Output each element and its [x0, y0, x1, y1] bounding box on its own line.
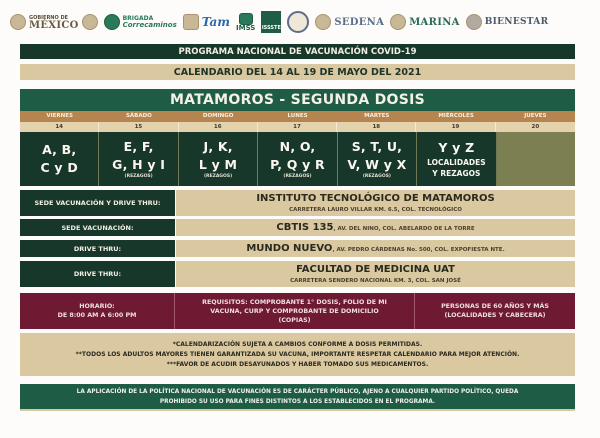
logo-bienestar: BIENESTAR: [466, 14, 549, 30]
site-type-label: SEDE VACUNACIÓN:: [20, 219, 175, 236]
logo-marina: MARINA: [390, 14, 460, 30]
site-row-medicina-uat: [20, 261, 575, 287]
site-details: [176, 219, 575, 236]
site-type-label: SEDE VACUNACIÓN Y DRIVE THRU:: [20, 190, 175, 216]
requirements: REQUISITOS: COMPROBANTE 1° DOSIS, FOLIO DE MI VACUNA, CURP Y COMPROBANTE DE DOMICILIO (COPIAS): [175, 293, 415, 329]
schedule-cell-monday: N, O, P, Q y R (REZAGOS): [258, 132, 336, 186]
schedule-hours: HORARIO: DE 8:00 AM A 6:00 PM: [20, 293, 175, 329]
site-details: [176, 261, 575, 287]
date-label: 19: [416, 122, 495, 132]
site-row-cbtis: [20, 219, 575, 236]
note-line: **TODOS LOS ADULTOS MAYORES TIENEN GARANTIZADA SU VACUNA, IMPORTANTE RESPETAR CALENDARIO PARA MEJOR ATENCIÓN.: [75, 350, 520, 358]
logo-sedena: SEDENA: [315, 14, 384, 30]
sedena-seal-icon: [315, 14, 331, 30]
state-seal-icon: [82, 14, 98, 30]
date-label: 20: [531, 124, 540, 130]
date-label: 18: [337, 122, 416, 132]
logo-gobierno-mexico: GOBIERNO DE MÉXICO: [10, 14, 98, 30]
seal-icon: [10, 14, 26, 30]
imss-eagle-icon: [239, 13, 253, 25]
date-label: 16: [179, 122, 258, 132]
eagle-emblem-icon: [287, 11, 309, 33]
schedule-cell-sunday: J, K, L y M (REZAGOS): [179, 132, 257, 186]
letters-schedule-row: [20, 132, 575, 186]
date-label: 17: [258, 122, 337, 132]
schedule-cell-wednesday: Y y Z LOCALIDADES Y REZAGOS: [417, 132, 495, 186]
city-dose-title: MATAMOROS - SEGUNDA DOSIS: [20, 89, 575, 111]
schedule-cell-thursday-empty: [497, 132, 575, 186]
weekday-label: VIERNES: [46, 113, 73, 119]
site-row-tecnologico: [20, 190, 575, 216]
info-row: [20, 293, 575, 329]
logo-tamaulipas: Tam: [183, 14, 230, 30]
site-address: CARRETERA LAURO VILLAR KM. 6.5, COL. TECNOLÓGICO: [289, 207, 462, 213]
site-details: [176, 190, 575, 216]
logo-imss: IMSS: [236, 13, 255, 32]
weekday-label: JUEVES: [524, 113, 547, 119]
logo-eagle-emblem: [287, 11, 309, 33]
legal-disclaimer: LA APLICACIÓN DE LA POLÍTICA NACIONAL DE VACUNACIÓN ES DE CARÁCTER PÚBLICO, AJENO A CUALQUIER PARTIDO POLÍTICO, QUEDA PROHIBIDO SU USO PARA FINES DISTINTOS A LOS ESTABLECIDOS EN EL PROGRAMA.: [20, 384, 575, 411]
site-name: FACULTAD DE MEDICINA UAT: [296, 264, 455, 275]
site-details: [176, 240, 575, 257]
calendar-dates-title: CALENDARIO DEL 14 AL 19 DE MAYO DEL 2021: [20, 64, 575, 80]
program-title: PROGRAMA NACIONAL DE VACUNACIÓN COVID-19: [20, 44, 575, 59]
schedule-cell-saturday: E, F, G, H y I (REZAGOS): [99, 132, 177, 186]
logo-issste: [261, 11, 281, 33]
target-population: PERSONAS DE 60 AÑOS Y MÁS (LOCALIDADES Y CABECERA): [441, 303, 549, 319]
date-row: [20, 122, 575, 132]
site-type-label: DRIVE THRU:: [20, 240, 175, 257]
logo-brigada-correcaminos: BRIGADA Correcaminos: [104, 14, 177, 30]
schedule-cell-tuesday: S, T, U, V, W y X (REZAGOS): [338, 132, 416, 186]
shield-icon: [183, 14, 199, 30]
site-type-label: DRIVE THRU:: [20, 261, 175, 287]
note-line: *CALENDARIZACIÓN SUJETA A CAMBIOS CONFORME A DOSIS PERMITIDAS.: [172, 340, 423, 348]
site-name: CBTIS 135: [276, 222, 334, 233]
site-address: CARRETERA SENDERO NACIONAL KM. 3, COL. SAN JOSÉ: [290, 278, 461, 284]
site-row-mundo-nuevo: [20, 240, 575, 257]
weekday-label: SÁBADO: [125, 113, 152, 119]
date-label: 15: [99, 122, 178, 132]
bienestar-seal-icon: [466, 14, 482, 30]
issste-icon: ISSSTE: [261, 11, 281, 33]
logo-strip: [10, 6, 590, 38]
weekday-label: MIÉRCOLES: [438, 113, 474, 119]
note-line: ***FAVOR DE ACUDIR DESAYUNADOS Y HABER TOMADO SUS MEDICAMENTOS.: [166, 360, 429, 368]
date-label: 14: [20, 122, 99, 132]
notes-box: [20, 333, 575, 376]
marina-seal-icon: [390, 14, 406, 30]
site-name: MUNDO NUEVO: [246, 243, 333, 254]
weekday-label: LUNES: [287, 113, 308, 119]
site-address: , AV. PEDRO CÁRDENAS No. 500, COL. EXPOFIESTA NTE.: [332, 247, 505, 253]
weekday-label: DOMINGO: [202, 113, 234, 119]
schedule-cell-friday: A, B, C y D: [20, 132, 98, 186]
weekday-header-row: [20, 111, 575, 122]
roadrunner-icon: [104, 14, 120, 30]
site-name: INSTITUTO TECNOLÓGICO DE MATAMOROS: [256, 193, 495, 204]
weekday-label: MARTES: [364, 113, 390, 119]
site-address: , AV. DEL NINO, COL. ABELARDO DE LA TORRE: [333, 226, 475, 232]
